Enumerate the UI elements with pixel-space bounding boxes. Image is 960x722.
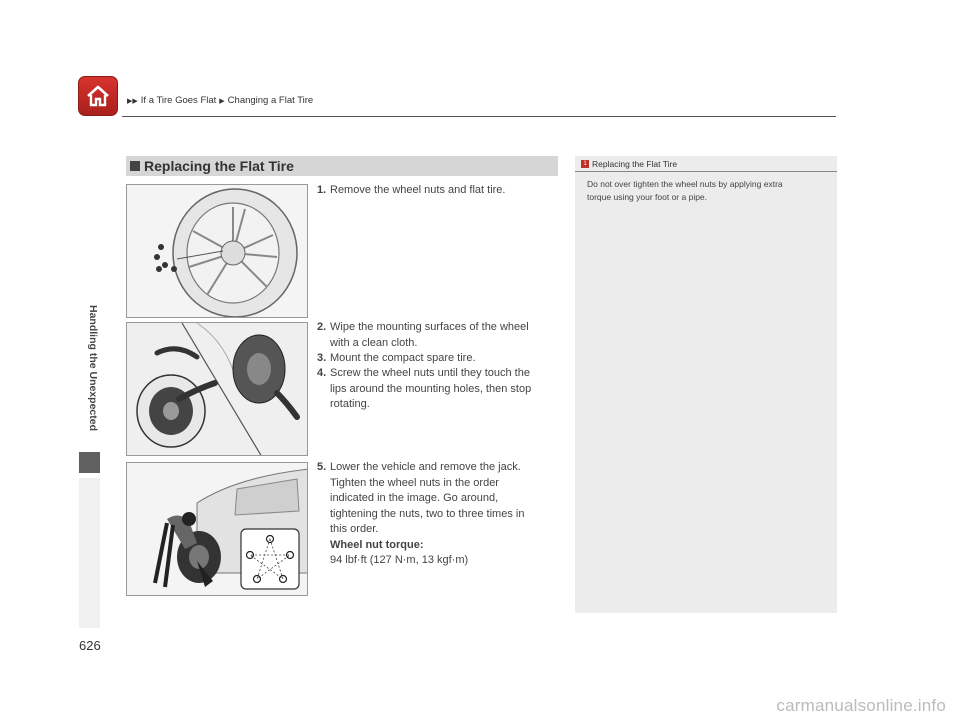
watermark: carmanualsonline.info bbox=[776, 696, 946, 715]
note-header bbox=[575, 156, 837, 172]
section-square-icon bbox=[130, 161, 140, 171]
breadcrumb-item-changing-tire[interactable]: Changing a Flat Tire bbox=[227, 95, 314, 106]
step-2: 2. Wipe the mounting surfaces of the wheel with a clean cloth. bbox=[317, 321, 529, 349]
step-1: 1. Remove the wheel nuts and flat tire. bbox=[317, 184, 506, 196]
breadcrumb-arrow-icon: ▶▶ bbox=[127, 97, 138, 105]
illustration-mount-spare bbox=[126, 322, 308, 456]
breadcrumb bbox=[127, 95, 313, 106]
home-icon bbox=[85, 84, 111, 108]
note-marker-icon: 1 bbox=[581, 160, 589, 168]
note-title[interactable]: Replacing the Flat Tire bbox=[592, 159, 678, 169]
page-number: 626 bbox=[79, 638, 101, 653]
torque-label: Wheel nut torque: bbox=[330, 538, 424, 551]
section-header bbox=[126, 156, 558, 176]
illustration-tighten-nuts bbox=[126, 462, 308, 596]
chapter-tab-track bbox=[79, 478, 100, 628]
tighten-graphic bbox=[127, 463, 308, 596]
note-text: Do not over tighten the wheel nuts by applying extra torque using your foot or a pipe. bbox=[587, 179, 783, 202]
chapter-label: Handling the Unexpected bbox=[87, 305, 99, 432]
chapter-tab-marker[interactable] bbox=[79, 452, 100, 473]
step-3: 3. Mount the compact spare tire. bbox=[317, 352, 476, 364]
step-5: 5. Lower the vehicle and remove the jack. Tighten the wheel nuts in the order indicated in the image. Go around, tightening the nuts, two to three times in this order. Wheel nut torque: 94 lbf·ft (127 N·m, 13 kgf·m) bbox=[317, 460, 557, 569]
note-panel bbox=[575, 156, 837, 613]
home-button[interactable] bbox=[78, 76, 118, 116]
step-4: 4. Screw the wheel nuts until they touch the lips around the mounting holes, then stop rotating. bbox=[317, 367, 532, 410]
section-title: Replacing the Flat Tire bbox=[144, 158, 294, 174]
spare-mount-graphic bbox=[127, 323, 308, 456]
tire-removal-graphic bbox=[127, 185, 308, 318]
header-divider bbox=[122, 116, 836, 117]
breadcrumb-arrow-icon: ▶ bbox=[219, 97, 225, 105]
illustration-remove-tire bbox=[126, 184, 308, 318]
torque-value: 94 lbf·ft (127 N·m, 13 kgf·m) bbox=[330, 554, 469, 566]
breadcrumb-item-flat-tire[interactable]: If a Tire Goes Flat bbox=[140, 95, 217, 106]
